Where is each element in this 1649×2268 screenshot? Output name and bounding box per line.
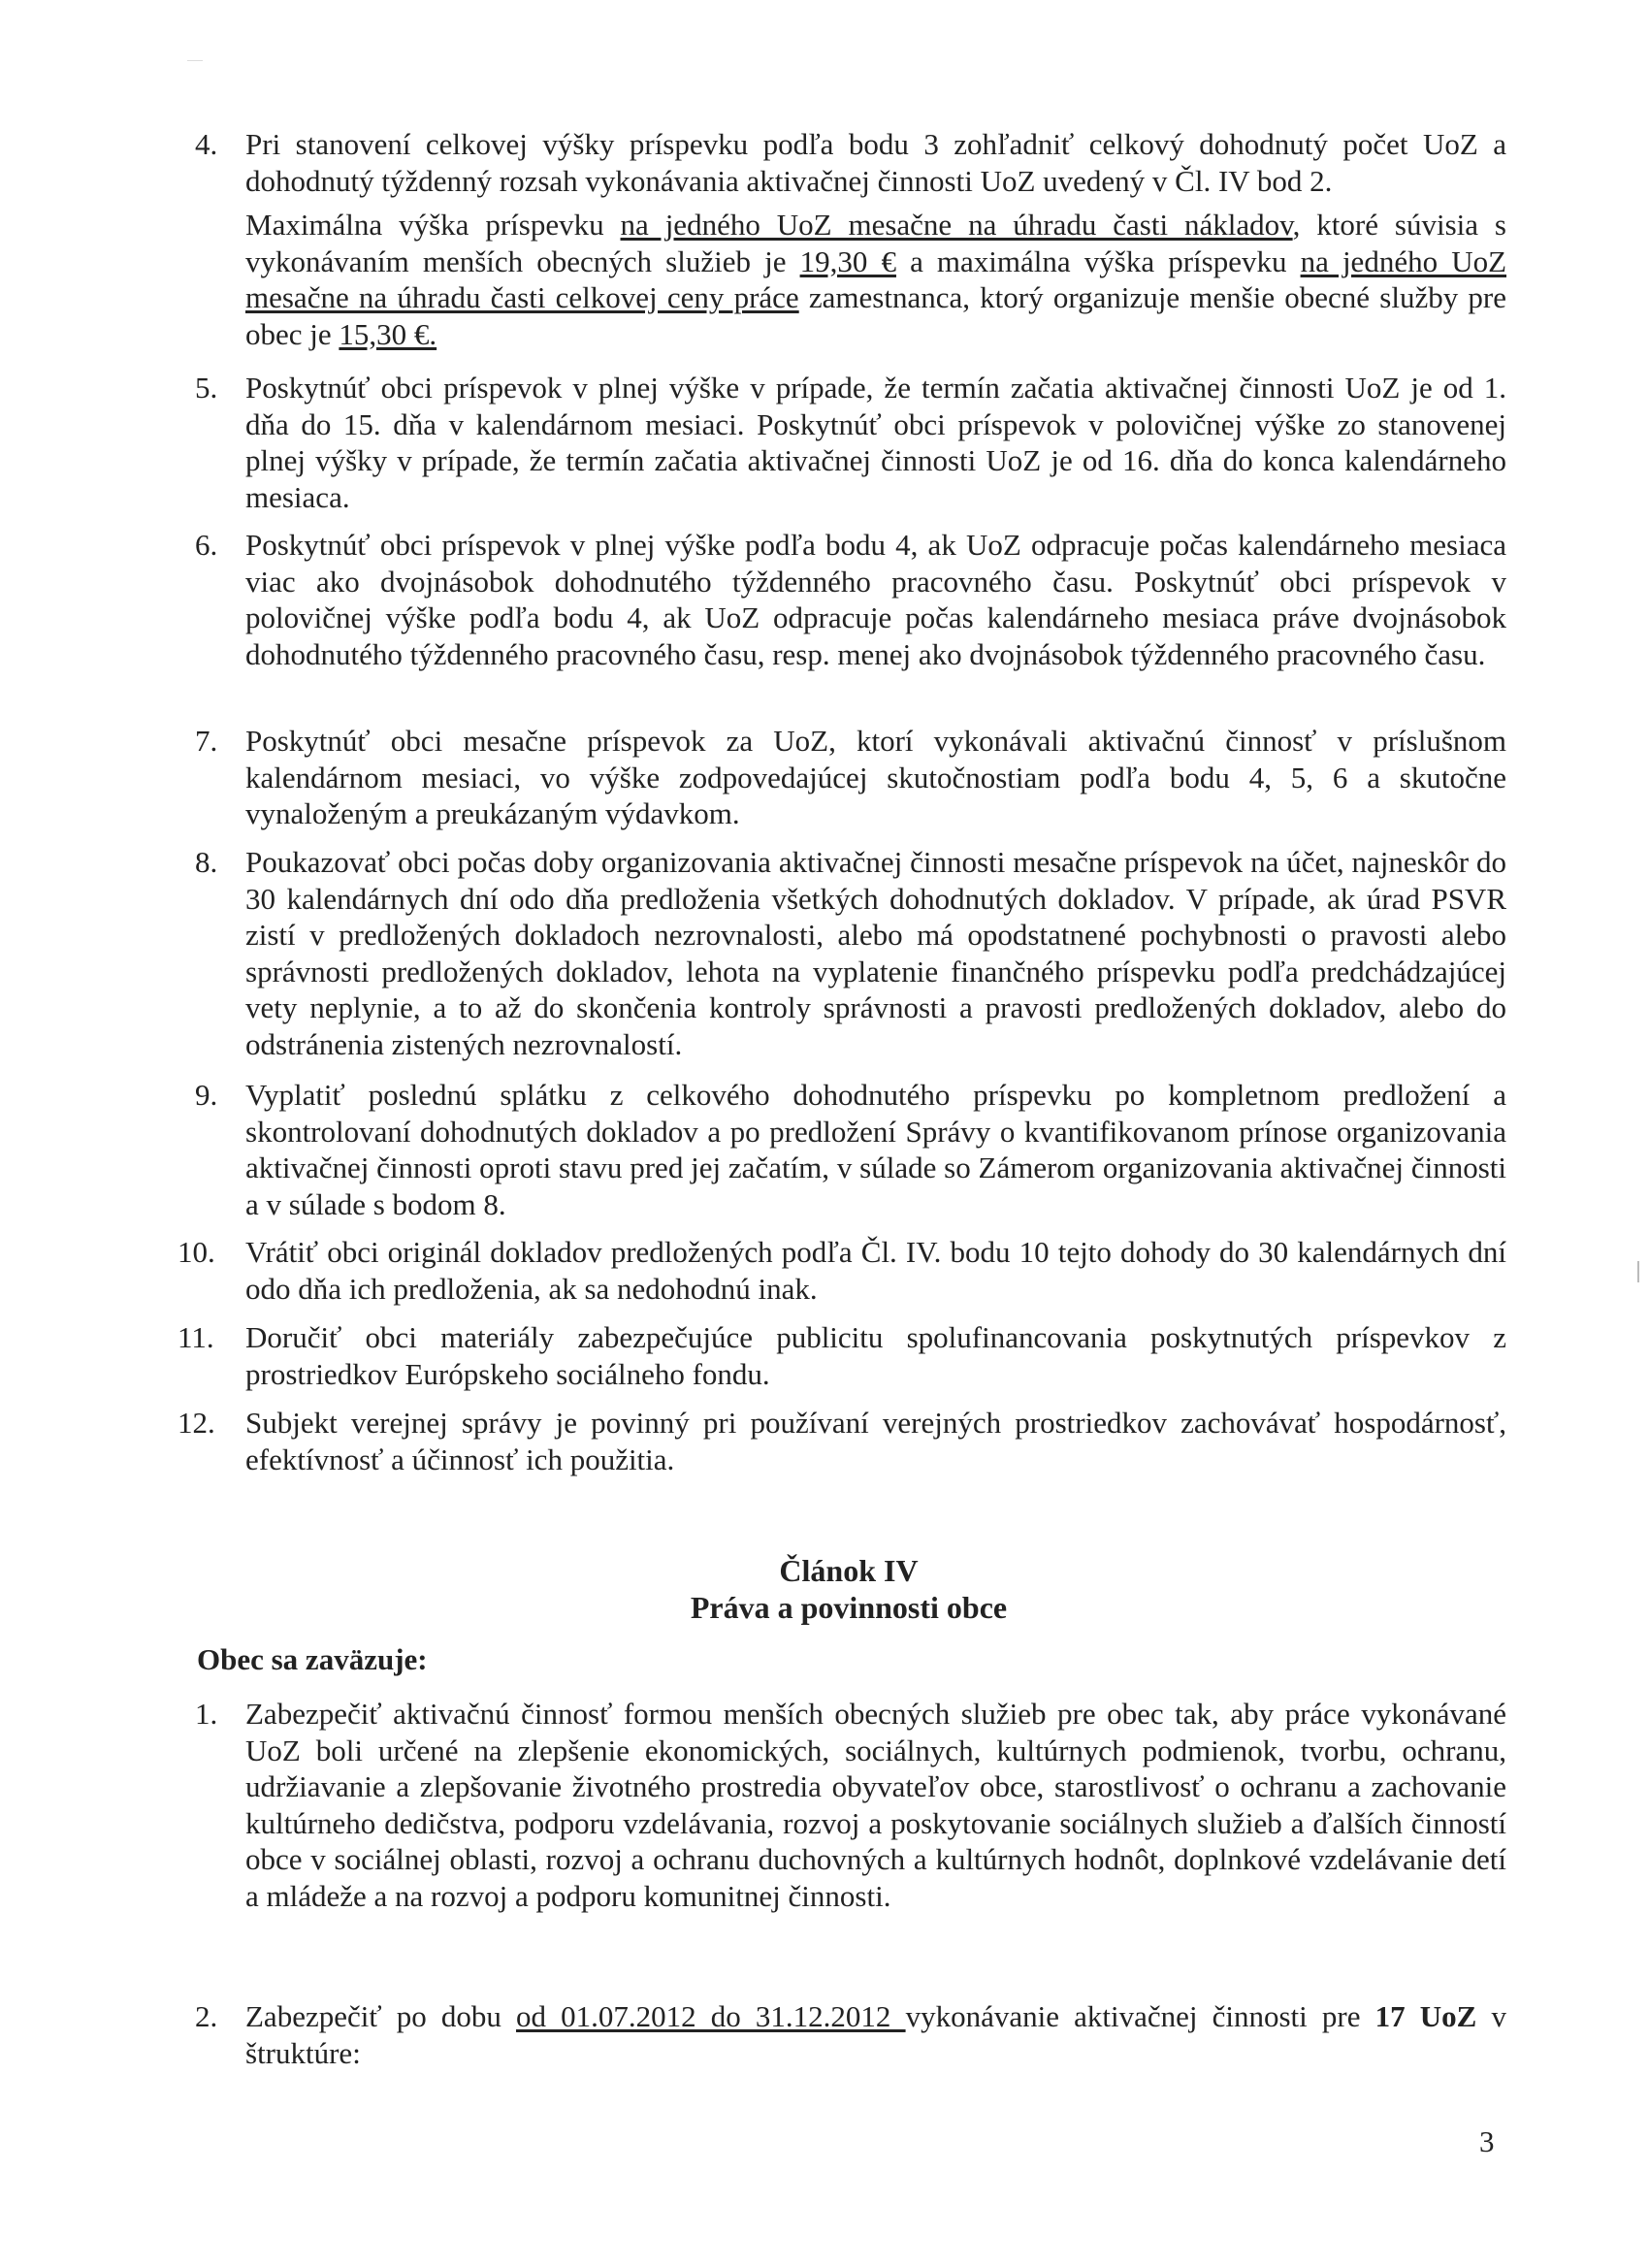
item-text xyxy=(245,370,1506,515)
item-number: 8. xyxy=(195,845,218,879)
item-number: 5. xyxy=(195,371,218,405)
item-text xyxy=(245,1319,1506,1392)
text-run: Poskytnúť obci mesačne príspevok za UoZ, ktorí vykonávali aktivačnú činnosť v príslušnom kalendárnom mesiaci, vo výške zodpovedajúcej skutočnostiam podľa bodu 4, 5, 6 a skutočne vynaloženým a preukázaným výdavkom. xyxy=(245,724,1506,830)
text-run: , ktoré súvisia s vykonávaním menších obecných služieb je xyxy=(245,208,1506,278)
text-run: Doručiť obci materiály zabezpečujúce publicitu spolufinancovania poskytnutých príspevkov z prostriedkov Európskeho sociálneho fondu. xyxy=(245,1320,1506,1391)
text-run: Poukazovať obci počas doby organizovania aktivačnej činnosti mesačne príspevok na účet, najneskôr do 30 kalendárnych dní odo dňa predloženia všetkých dohodnutých dokladov. V prípade, ak úrad PSVR zistí v predložených dokladoch nezrovnalosti, alebo má opodstatnené pochybnosti o pravosti alebo správnosti predložených dokladov, lehota na vyplatenie finančného príspevku podľa predchádzajúcej vety neplynie, a to až do skončenia kontroly správnosti a pravosti predložených dokladov, alebo do odstránenia zistených nezrovnalostí. xyxy=(245,845,1506,1061)
bold-text: 17 UoZ xyxy=(1374,1999,1477,2033)
text-run: Vyplatiť poslednú splátku z celkového dohodnutého príspevku po kompletnom predložení a skontrolovaní dohodnutých dokladov a po predložení Správy o kvantifikovanom prínose organizovania aktivačnej činnosti oproti stavu pred jej začatím, v súlade so Zámerom organizovania aktivačnej činnosti a v súlade s bodom 8. xyxy=(245,1078,1506,1221)
underlined-text: 19,30 € xyxy=(799,243,896,278)
item-text xyxy=(245,844,1506,1062)
item-number: 2. xyxy=(195,1999,218,2033)
list-item-4 xyxy=(197,126,1506,352)
list-item-9 xyxy=(197,1077,1506,1222)
underlined-text: na jedného UoZ mesačne na úhradu časti nákladov xyxy=(620,208,1293,242)
text-run: Zabezpečiť aktivačnú činnosť formou menších obecných služieb pre obec tak, aby práce vykonávané UoZ boli určené na zlepšenie ekonomických, sociálnych, kultúrnych podmienok, tvorbu, ochranu, udržiavanie a zlepšovanie životného prostredia obyvateľov obce, starostlivosť o ochranu a zachovanie kultúrneho dedičstva, podporu vzdelávania, rozvoj a poskytovanie sociálnych služieb a ďalších činností obce v sociálnej oblasti, rozvoj a ochranu duchovných a kultúrnych hodnôt, doplnkové vzdelávanie detí a mládeže a na rozvoj a podporu komunitnej činnosti. xyxy=(245,1697,1506,1913)
item-text xyxy=(245,527,1506,672)
item-number: 6. xyxy=(195,528,218,562)
article-subtitle: Práva a povinnosti obce xyxy=(690,1590,1008,1625)
item-text xyxy=(245,1234,1506,1307)
page-number: 3 xyxy=(1479,2124,1495,2158)
section-lead: Obec sa zaväzuje: xyxy=(197,1642,428,1676)
text-run: zamestnanca, ktorý organizuje menšie obecné služby pre obec je xyxy=(245,280,1506,351)
obligation-item-2 xyxy=(197,1998,1506,2071)
item-number: 1. xyxy=(195,1697,218,1731)
text-run: Poskytnúť obci príspevok v plnej výške v prípade, že termín začatia aktivačnej činnosti UoZ je od 1. dňa do 15. dňa v kalendárnom mesiaci. Poskytnúť obci príspevok v polovičnej výške zo stanovenej plnej výšky v prípade, že termín začatia aktivačnej činnosti UoZ je od 16. dňa do konca kalendárneho mesiaca. xyxy=(245,371,1506,514)
item-number: 11. xyxy=(178,1320,214,1354)
item-text xyxy=(245,1077,1506,1222)
obligation-item-1 xyxy=(197,1696,1506,1914)
underlined-text: od 01.07.2012 do 31.12.2012 xyxy=(516,1999,906,2033)
list-item-6 xyxy=(197,527,1506,672)
text-run: Subjekt verejnej správy je povinný pri používaní verejných prostriedkov zachovávať hospodárnosť, efektívnosť a účinnosť ich použitia. xyxy=(245,1406,1506,1476)
text-run: vykonávanie aktivačnej činnosti pre xyxy=(905,1999,1375,2033)
list-item-8 xyxy=(197,844,1506,1062)
item-text xyxy=(245,1696,1506,1914)
list-item-7 xyxy=(197,723,1506,832)
item-text xyxy=(245,1405,1506,1477)
item-number: 4. xyxy=(195,127,218,161)
list-item-5 xyxy=(197,370,1506,515)
item-text-max-amount xyxy=(245,207,1506,352)
text-run: Zabezpečiť po dobu xyxy=(245,1999,517,2033)
text-run: Maximálna výška príspevku xyxy=(245,208,621,242)
item-text xyxy=(245,1998,1506,2071)
item-number: 7. xyxy=(195,724,218,758)
text-run: Poskytnúť obci príspevok v plnej výške podľa bodu 4, ak UoZ odpracuje počas kalendárneho mesiaca viac ako dvojnásobok dohodnutého týždenného pracovného času. Poskytnúť obci príspevok v polovičnej výške podľa bodu 4, ak UoZ odpracuje počas kalendárneho mesiaca práve dvojnásobok dohodnutého týždenného pracovného času, resp. menej ako dvojnásobok týždenného pracovného času. xyxy=(245,528,1506,671)
item-text xyxy=(245,126,1506,199)
list-item-11 xyxy=(178,1319,1506,1392)
item-text xyxy=(245,723,1506,832)
scan-mark xyxy=(1637,1261,1639,1282)
article-title: Článok IV xyxy=(779,1553,919,1588)
text-run: Pri stanovení celkovej výšky príspevku podľa bodu 3 zohľadniť celkový dohodnutý počet UoZ a dohodnutý týždenný rozsah vykonávania aktivačnej činnosti UoZ uvedený v Čl. IV bod 2. xyxy=(245,127,1506,198)
underlined-text: na jedného UoZ mesačne na úhradu časti celkovej ceny práce xyxy=(245,243,1507,314)
text-run: Vrátiť obci originál dokladov predložených podľa Čl. IV. bodu 10 tejto dohody do 30 kalendárnych dní odo dňa ich predloženia, ak sa nedohodnú inak. xyxy=(245,1235,1506,1306)
item-number: 9. xyxy=(195,1078,218,1112)
text-run: a maximálna výška príspevku xyxy=(895,243,1301,278)
list-item-10 xyxy=(178,1234,1506,1307)
list-item-12 xyxy=(178,1405,1506,1477)
item-number: 10. xyxy=(178,1235,215,1269)
item-number: 12. xyxy=(178,1406,215,1440)
text-run: v štruktúre: xyxy=(245,1999,1507,2070)
underlined-text: 15,30 €. xyxy=(339,316,437,351)
scan-mark xyxy=(187,60,203,61)
